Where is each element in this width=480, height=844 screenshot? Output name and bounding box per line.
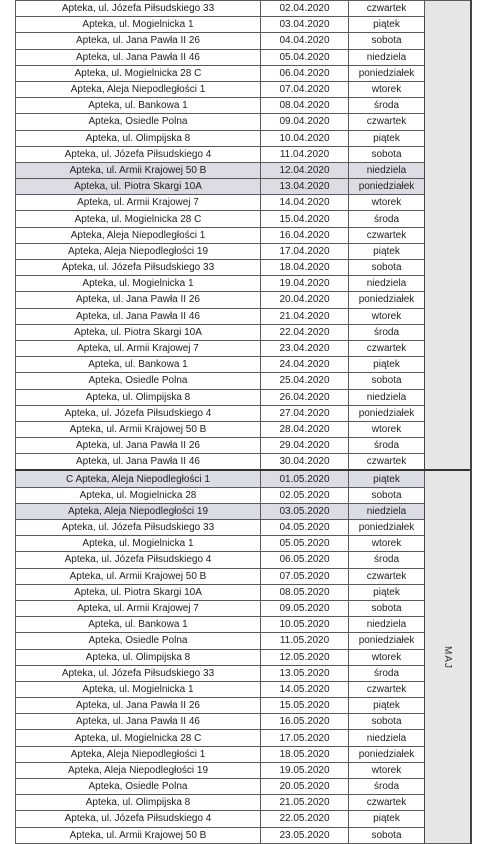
weekday: środa bbox=[349, 779, 425, 795]
schedule-row bbox=[16, 195, 471, 211]
weekday: piątek bbox=[349, 470, 425, 487]
weekday: niedziela bbox=[349, 617, 425, 633]
duty-date: 24.04.2020 bbox=[261, 357, 349, 373]
weekday: poniedziałek bbox=[349, 65, 425, 81]
schedule-row bbox=[16, 324, 471, 340]
weekday: niedziela bbox=[349, 162, 425, 178]
pharmacy-name: Apteka, Aleja Niepodległości 19 bbox=[16, 503, 261, 519]
duty-date: 16.04.2020 bbox=[261, 227, 349, 243]
schedule-row bbox=[16, 795, 471, 811]
duty-date: 06.04.2020 bbox=[261, 65, 349, 81]
weekday: wtorek bbox=[349, 649, 425, 665]
schedule-row bbox=[16, 340, 471, 356]
duty-date: 16.05.2020 bbox=[261, 714, 349, 730]
pharmacy-name: Apteka, Aleja Niepodległości 1 bbox=[16, 227, 261, 243]
duty-date: 03.04.2020 bbox=[261, 17, 349, 33]
duty-date: 09.04.2020 bbox=[261, 114, 349, 130]
weekday: sobota bbox=[349, 600, 425, 616]
weekday: czwartek bbox=[349, 1, 425, 17]
duty-date: 27.04.2020 bbox=[261, 405, 349, 421]
duty-date: 30.04.2020 bbox=[261, 454, 349, 471]
pharmacy-name: Apteka, ul. Bankowa 1 bbox=[16, 357, 261, 373]
schedule-row bbox=[16, 698, 471, 714]
pharmacy-name: Apteka, ul. Jana Pawła II 46 bbox=[16, 454, 261, 471]
weekday: środa bbox=[349, 438, 425, 454]
schedule-row bbox=[16, 584, 471, 600]
weekday: poniedziałek bbox=[349, 633, 425, 649]
schedule-row bbox=[16, 487, 471, 503]
schedule-row bbox=[16, 162, 471, 178]
duty-date: 10.05.2020 bbox=[261, 617, 349, 633]
schedule-row bbox=[16, 633, 471, 649]
weekday: czwartek bbox=[349, 227, 425, 243]
weekday: sobota bbox=[349, 373, 425, 389]
weekday: czwartek bbox=[349, 568, 425, 584]
weekday: środa bbox=[349, 665, 425, 681]
pharmacy-name: Apteka, Aleja Niepodległości 1 bbox=[16, 746, 261, 762]
weekday: czwartek bbox=[349, 795, 425, 811]
schedule-row bbox=[16, 536, 471, 552]
duty-date: 14.04.2020 bbox=[261, 195, 349, 211]
duty-date: 07.04.2020 bbox=[261, 81, 349, 97]
weekday: czwartek bbox=[349, 340, 425, 356]
duty-date: 22.05.2020 bbox=[261, 811, 349, 827]
weekday: poniedziałek bbox=[349, 405, 425, 421]
pharmacy-name: Apteka, ul. Bankowa 1 bbox=[16, 98, 261, 114]
schedule-row bbox=[16, 600, 471, 616]
schedule-row bbox=[16, 665, 471, 681]
duty-date: 29.04.2020 bbox=[261, 438, 349, 454]
weekday: wtorek bbox=[349, 536, 425, 552]
duty-date: 18.04.2020 bbox=[261, 260, 349, 276]
duty-date: 17.05.2020 bbox=[261, 730, 349, 746]
schedule-body bbox=[16, 1, 471, 844]
weekday: środa bbox=[349, 552, 425, 568]
weekday: niedziela bbox=[349, 730, 425, 746]
schedule-row bbox=[16, 389, 471, 405]
weekday: poniedziałek bbox=[349, 746, 425, 762]
pharmacy-name: Apteka, Aleja Niepodległości 19 bbox=[16, 243, 261, 259]
schedule-row bbox=[16, 146, 471, 162]
pharmacy-name: Apteka, ul. Józefa Piłsudskiego 4 bbox=[16, 146, 261, 162]
schedule-row bbox=[16, 746, 471, 762]
pharmacy-name: Apteka, Aleja Niepodległości 1 bbox=[16, 81, 261, 97]
pharmacy-name: Apteka, ul. Mogielnicka 28 C bbox=[16, 211, 261, 227]
pharmacy-name: Apteka, Osiedle Polna bbox=[16, 114, 261, 130]
schedule-row bbox=[16, 114, 471, 130]
duty-date: 13.05.2020 bbox=[261, 665, 349, 681]
duty-date: 21.05.2020 bbox=[261, 795, 349, 811]
pharmacy-name: Apteka, ul. Piotra Skargi 10A bbox=[16, 584, 261, 600]
weekday: wtorek bbox=[349, 308, 425, 324]
weekday: poniedziałek bbox=[349, 520, 425, 536]
pharmacy-name: Apteka, ul. Armii Krajowej 7 bbox=[16, 340, 261, 356]
pharmacy-name: Apteka, ul. Piotra Skargi 10A bbox=[16, 179, 261, 195]
duty-date: 23.04.2020 bbox=[261, 340, 349, 356]
weekday: piątek bbox=[349, 698, 425, 714]
pharmacy-name: Apteka, ul. Józefa Piłsudskiego 4 bbox=[16, 405, 261, 421]
pharmacy-name: Apteka, ul. Bankowa 1 bbox=[16, 617, 261, 633]
weekday: sobota bbox=[349, 487, 425, 503]
schedule-row bbox=[16, 552, 471, 568]
schedule-row bbox=[16, 405, 471, 421]
weekday: sobota bbox=[349, 827, 425, 843]
pharmacy-name: Apteka, ul. Jana Pawła II 26 bbox=[16, 33, 261, 49]
weekday: piątek bbox=[349, 243, 425, 259]
pharmacy-name: Apteka, ul. Olimpijska 8 bbox=[16, 795, 261, 811]
pharmacy-name: Apteka, ul. Armii Krajowej 50 B bbox=[16, 421, 261, 437]
month-label-may bbox=[425, 470, 471, 843]
duty-date: 08.04.2020 bbox=[261, 98, 349, 114]
duty-date: 02.05.2020 bbox=[261, 487, 349, 503]
schedule-row bbox=[16, 779, 471, 795]
pharmacy-name: Apteka, ul. Piotra Skargi 10A bbox=[16, 324, 261, 340]
pharmacy-name: Apteka, ul. Józefa Piłsudskiego 33 bbox=[16, 520, 261, 536]
schedule-row bbox=[16, 762, 471, 778]
schedule-row bbox=[16, 33, 471, 49]
duty-date: 01.05.2020 bbox=[261, 470, 349, 487]
weekday: wtorek bbox=[349, 81, 425, 97]
duty-date: 11.05.2020 bbox=[261, 633, 349, 649]
pharmacy-name: Apteka, ul. Mogielnicka 28 bbox=[16, 487, 261, 503]
schedule-row bbox=[16, 65, 471, 81]
weekday: piątek bbox=[349, 357, 425, 373]
schedule-row bbox=[16, 1, 471, 17]
pharmacy-name: Apteka, ul. Józefa Piłsudskiego 4 bbox=[16, 552, 261, 568]
schedule-row bbox=[16, 357, 471, 373]
schedule-row bbox=[16, 49, 471, 65]
schedule-row bbox=[16, 438, 471, 454]
pharmacy-name: Apteka, ul. Mogielnicka 28 C bbox=[16, 65, 261, 81]
duty-date: 10.04.2020 bbox=[261, 130, 349, 146]
duty-date: 20.04.2020 bbox=[261, 292, 349, 308]
schedule-row bbox=[16, 17, 471, 33]
pharmacy-name: Apteka, ul. Jana Pawła II 26 bbox=[16, 698, 261, 714]
schedule-row bbox=[16, 130, 471, 146]
weekday: niedziela bbox=[349, 503, 425, 519]
duty-date: 23.05.2020 bbox=[261, 827, 349, 843]
schedule-table bbox=[15, 0, 472, 844]
schedule-row bbox=[16, 308, 471, 324]
duty-date: 07.05.2020 bbox=[261, 568, 349, 584]
duty-date: 14.05.2020 bbox=[261, 681, 349, 697]
duty-date: 15.05.2020 bbox=[261, 698, 349, 714]
pharmacy-name: Apteka, ul. Jana Pawła II 46 bbox=[16, 714, 261, 730]
schedule-row bbox=[16, 454, 471, 471]
schedule-row bbox=[16, 98, 471, 114]
duty-date: 19.04.2020 bbox=[261, 276, 349, 292]
duty-date: 03.05.2020 bbox=[261, 503, 349, 519]
pharmacy-name: Apteka, ul. Józefa Piłsudskiego 33 bbox=[16, 260, 261, 276]
month-label-april bbox=[425, 1, 471, 471]
weekday: wtorek bbox=[349, 421, 425, 437]
pharmacy-name: Apteka, ul. Armii Krajowej 7 bbox=[16, 195, 261, 211]
weekday: sobota bbox=[349, 33, 425, 49]
weekday: niedziela bbox=[349, 49, 425, 65]
schedule-row bbox=[16, 81, 471, 97]
pharmacy-name: Apteka, ul. Jana Pawła II 26 bbox=[16, 438, 261, 454]
pharmacy-name: Apteka, Aleja Niepodległości 19 bbox=[16, 762, 261, 778]
duty-date: 04.05.2020 bbox=[261, 520, 349, 536]
duty-date: 13.04.2020 bbox=[261, 179, 349, 195]
pharmacy-name: Apteka, ul. Olimpijska 8 bbox=[16, 389, 261, 405]
weekday: środa bbox=[349, 211, 425, 227]
weekday: poniedziałek bbox=[349, 179, 425, 195]
schedule-row bbox=[16, 373, 471, 389]
pharmacy-name: Apteka, ul. Józefa Piłsudskiego 33 bbox=[16, 1, 261, 17]
duty-date: 26.04.2020 bbox=[261, 389, 349, 405]
pharmacy-name: Apteka, ul. Olimpijska 8 bbox=[16, 649, 261, 665]
schedule-row bbox=[16, 520, 471, 536]
duty-date: 20.05.2020 bbox=[261, 779, 349, 795]
duty-date: 18.05.2020 bbox=[261, 746, 349, 762]
schedule-row bbox=[16, 243, 471, 259]
weekday: wtorek bbox=[349, 195, 425, 211]
duty-date: 12.04.2020 bbox=[261, 162, 349, 178]
weekday: sobota bbox=[349, 260, 425, 276]
schedule-row bbox=[16, 649, 471, 665]
weekday: piątek bbox=[349, 811, 425, 827]
weekday: poniedziałek bbox=[349, 292, 425, 308]
pharmacy-name: Apteka, ul. Mogielnicka 28 C bbox=[16, 730, 261, 746]
schedule-row bbox=[16, 811, 471, 827]
pharmacy-name: Apteka, Osiedle Polna bbox=[16, 373, 261, 389]
duty-date: 11.04.2020 bbox=[261, 146, 349, 162]
pharmacy-duty-schedule bbox=[15, 0, 470, 841]
schedule-row bbox=[16, 470, 471, 487]
weekday: niedziela bbox=[349, 389, 425, 405]
duty-date: 28.04.2020 bbox=[261, 421, 349, 437]
duty-date: 22.04.2020 bbox=[261, 324, 349, 340]
duty-date: 09.05.2020 bbox=[261, 600, 349, 616]
pharmacy-name: Apteka, ul. Mogielnicka 1 bbox=[16, 536, 261, 552]
pharmacy-name: Apteka, Osiedle Polna bbox=[16, 779, 261, 795]
schedule-row bbox=[16, 681, 471, 697]
schedule-row bbox=[16, 503, 471, 519]
schedule-row bbox=[16, 421, 471, 437]
pharmacy-name: Apteka, ul. Armii Krajowej 50 B bbox=[16, 162, 261, 178]
duty-date: 08.05.2020 bbox=[261, 584, 349, 600]
month-label-text: MAJ bbox=[441, 645, 453, 669]
weekday: czwartek bbox=[349, 114, 425, 130]
schedule-row bbox=[16, 568, 471, 584]
weekday: sobota bbox=[349, 714, 425, 730]
schedule-row bbox=[16, 730, 471, 746]
weekday: niedziela bbox=[349, 276, 425, 292]
duty-date: 06.05.2020 bbox=[261, 552, 349, 568]
duty-date: 21.04.2020 bbox=[261, 308, 349, 324]
pharmacy-name: Apteka, ul. Mogielnicka 1 bbox=[16, 681, 261, 697]
schedule-row bbox=[16, 276, 471, 292]
schedule-row bbox=[16, 617, 471, 633]
pharmacy-name: Apteka, ul. Józefa Piłsudskiego 4 bbox=[16, 811, 261, 827]
pharmacy-name: Apteka, ul. Jana Pawła II 26 bbox=[16, 292, 261, 308]
pharmacy-name: Apteka, ul. Olimpijska 8 bbox=[16, 130, 261, 146]
duty-date: 25.04.2020 bbox=[261, 373, 349, 389]
weekday: środa bbox=[349, 324, 425, 340]
duty-date: 05.05.2020 bbox=[261, 536, 349, 552]
schedule-row bbox=[16, 714, 471, 730]
schedule-row bbox=[16, 260, 471, 276]
duty-date: 12.05.2020 bbox=[261, 649, 349, 665]
duty-date: 05.04.2020 bbox=[261, 49, 349, 65]
weekday: sobota bbox=[349, 146, 425, 162]
schedule-row bbox=[16, 827, 471, 843]
pharmacy-name: C Apteka, Aleja Niepodległości 1 bbox=[16, 470, 261, 487]
weekday: piątek bbox=[349, 584, 425, 600]
duty-date: 04.04.2020 bbox=[261, 33, 349, 49]
weekday: piątek bbox=[349, 130, 425, 146]
pharmacy-name: Apteka, ul. Armii Krajowej 50 B bbox=[16, 568, 261, 584]
pharmacy-name: Apteka, ul. Jana Pawła II 46 bbox=[16, 308, 261, 324]
weekday: czwartek bbox=[349, 681, 425, 697]
pharmacy-name: Apteka, ul. Jana Pawła II 46 bbox=[16, 49, 261, 65]
duty-date: 19.05.2020 bbox=[261, 762, 349, 778]
weekday: czwartek bbox=[349, 454, 425, 471]
pharmacy-name: Apteka, Osiedle Polna bbox=[16, 633, 261, 649]
weekday: piątek bbox=[349, 17, 425, 33]
pharmacy-name: Apteka, ul. Józefa Piłsudskiego 33 bbox=[16, 665, 261, 681]
schedule-row bbox=[16, 211, 471, 227]
weekday: środa bbox=[349, 98, 425, 114]
pharmacy-name: Apteka, ul. Mogielnicka 1 bbox=[16, 276, 261, 292]
pharmacy-name: Apteka, ul. Armii Krajowej 7 bbox=[16, 600, 261, 616]
pharmacy-name: Apteka, ul. Armii Krajowej 50 B bbox=[16, 827, 261, 843]
schedule-row bbox=[16, 179, 471, 195]
weekday: wtorek bbox=[349, 762, 425, 778]
duty-date: 17.04.2020 bbox=[261, 243, 349, 259]
schedule-row bbox=[16, 227, 471, 243]
schedule-row bbox=[16, 292, 471, 308]
pharmacy-name: Apteka, ul. Mogielnicka 1 bbox=[16, 17, 261, 33]
duty-date: 15.04.2020 bbox=[261, 211, 349, 227]
duty-date: 02.04.2020 bbox=[261, 1, 349, 17]
